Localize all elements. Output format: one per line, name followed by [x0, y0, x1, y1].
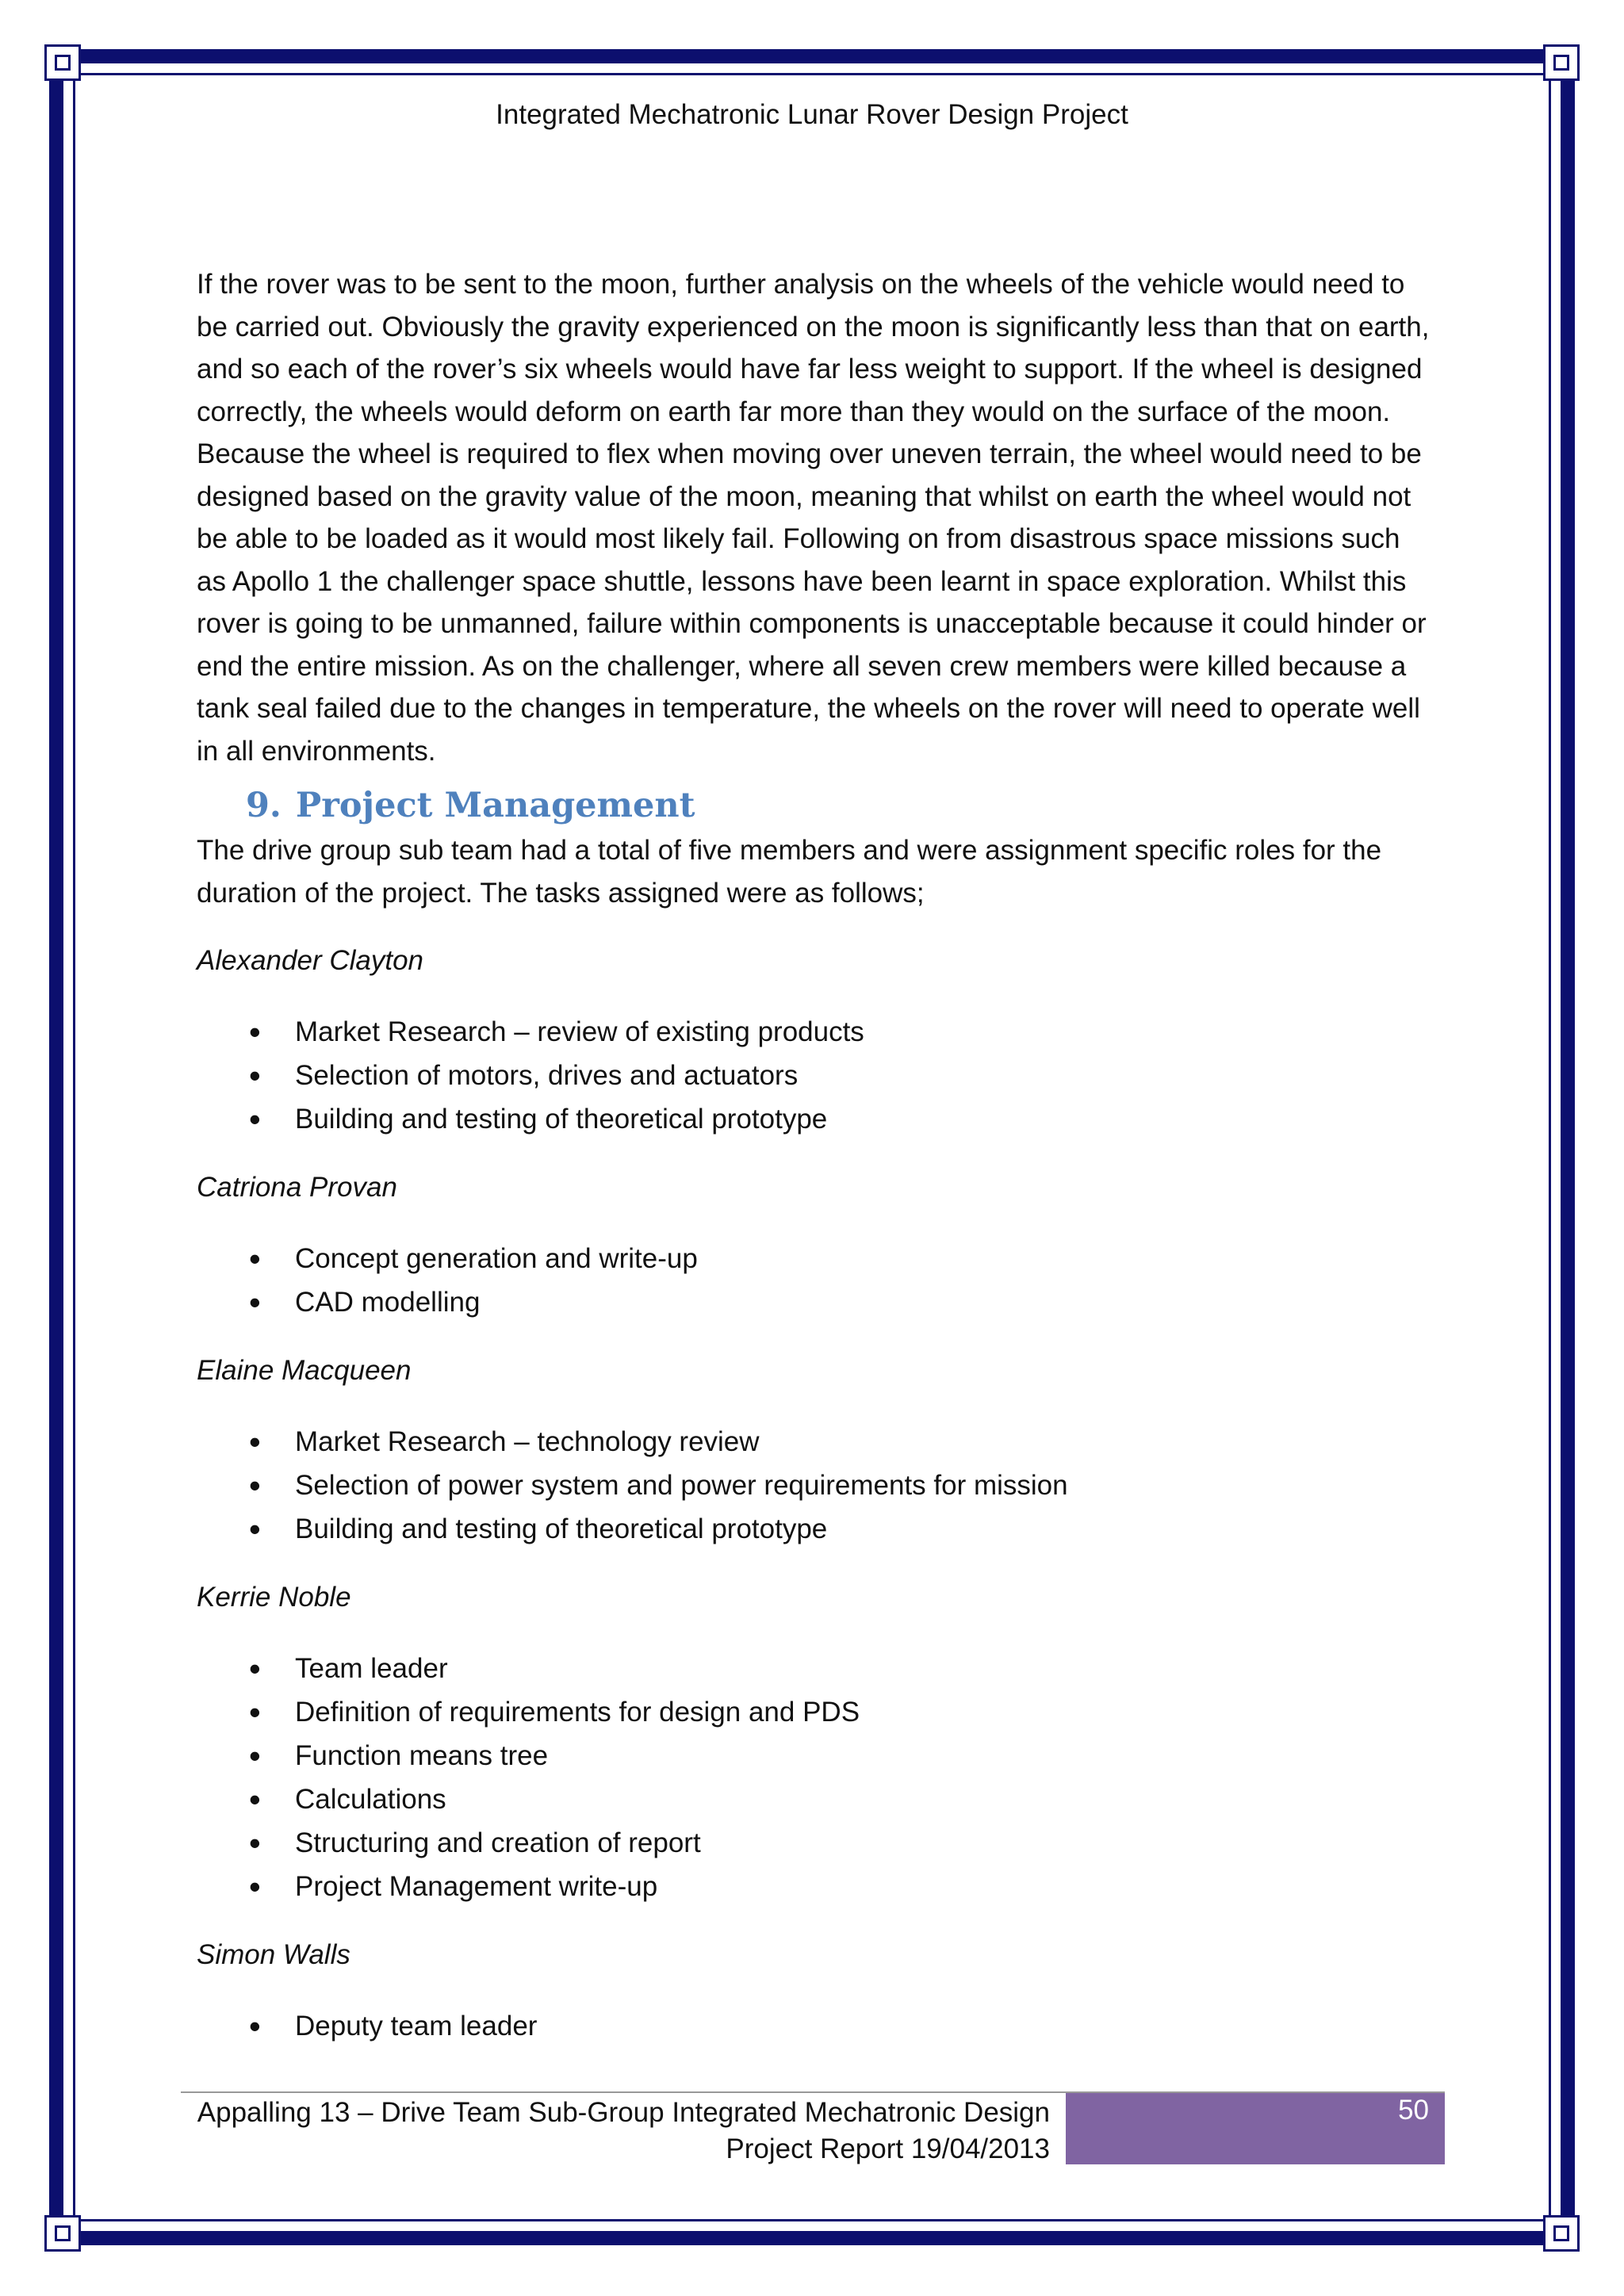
member-name: Kerrie Noble [197, 1582, 351, 1613]
task-list [197, 1010, 1434, 1141]
page-content [197, 263, 1434, 2048]
intro-paragraph: If the rover was to be sent to the moon, further analysis on the wheels of the vehicle would need to be carried out. Obviously the gravity experienced on the moon is significantly less than that on earth, and so each of the rover’s six wheels would have far less weight to support. If the wheel is designed correctly, the wheels would deform on earth far more than they would on the surface of the moon. Because the wheel is required to flex when moving over uneven terrain, the wheel would need to be designed based on the gravity value of the moon, meaning that whilst on earth the wheel would not be able to be loaded as it would most likely fail. Following on from disastrous space missions such as Apollo 1 the challenger space shuttle, lessons have been learnt in space exploration. Whilst this rover is going to be unmanned, failure within components is unacceptable because it could hinder or end the entire mission. As on the challenger, where all seven crew members were killed because a tank seal failed due to the changes in temperature, the wheels on the rover will need to operate well in all environments. [197, 269, 1430, 767]
task-list [197, 1647, 1434, 1908]
member-list [197, 939, 1434, 2048]
task-item: • Market Research – technology review [197, 1420, 1434, 1464]
member-name: Elaine Macqueen [197, 1355, 412, 1386]
page-number: 50 [1398, 2095, 1429, 2126]
footer-line-1: Appalling 13 – Drive Team Sub-Group Integrated Mechatronic Design [197, 2097, 1050, 2128]
task-item: • Selection of power system and power requirements for mission [197, 1464, 1434, 1507]
task-item: • Selection of motors, drives and actuators [197, 1054, 1434, 1097]
task-item: • CAD modelling [197, 1280, 1434, 1324]
section-intro: The drive group sub team had a total of five members and were assignment specific roles for the duration of the project. The tasks assigned were as follows; [197, 835, 1382, 909]
footer-line-2: Project Report 19/04/2013 [726, 2133, 1050, 2164]
section-heading [246, 782, 1434, 829]
section-number: 9. [246, 786, 282, 825]
member-name: Catriona Provan [197, 1172, 397, 1203]
section-title: Project Management [295, 786, 695, 825]
task-list [197, 1237, 1434, 1324]
task-list [197, 1420, 1434, 1551]
task-item: • Team leader [197, 1647, 1434, 1690]
task-list [197, 2004, 1434, 2048]
page-number-box [1066, 2093, 1445, 2164]
task-item: • Building and testing of theoretical prototype [197, 1097, 1434, 1141]
corner-ornament-top-right [1543, 44, 1580, 81]
task-item: • Deputy team leader [197, 2004, 1434, 2048]
corner-ornament-top-left [44, 44, 81, 81]
running-header: Integrated Mechatronic Lunar Rover Design Project [496, 99, 1128, 130]
task-item: • Structuring and creation of report [197, 1821, 1434, 1865]
member-name: Alexander Clayton [197, 945, 423, 976]
task-item: • Building and testing of theoretical prototype [197, 1507, 1434, 1551]
task-item: • Project Management write-up [197, 1865, 1434, 1908]
task-item: • Market Research – review of existing products [197, 1010, 1434, 1054]
corner-ornament-bottom-right [1543, 2215, 1580, 2252]
task-item: • Function means tree [197, 1734, 1434, 1777]
task-item: • Calculations [197, 1777, 1434, 1821]
footer-text [190, 2095, 1050, 2168]
task-item: • Concept generation and write-up [197, 1237, 1434, 1280]
task-item: • Definition of requirements for design and PDS [197, 1690, 1434, 1734]
member-name: Simon Walls [197, 1939, 350, 1970]
corner-ornament-bottom-left [44, 2215, 81, 2252]
